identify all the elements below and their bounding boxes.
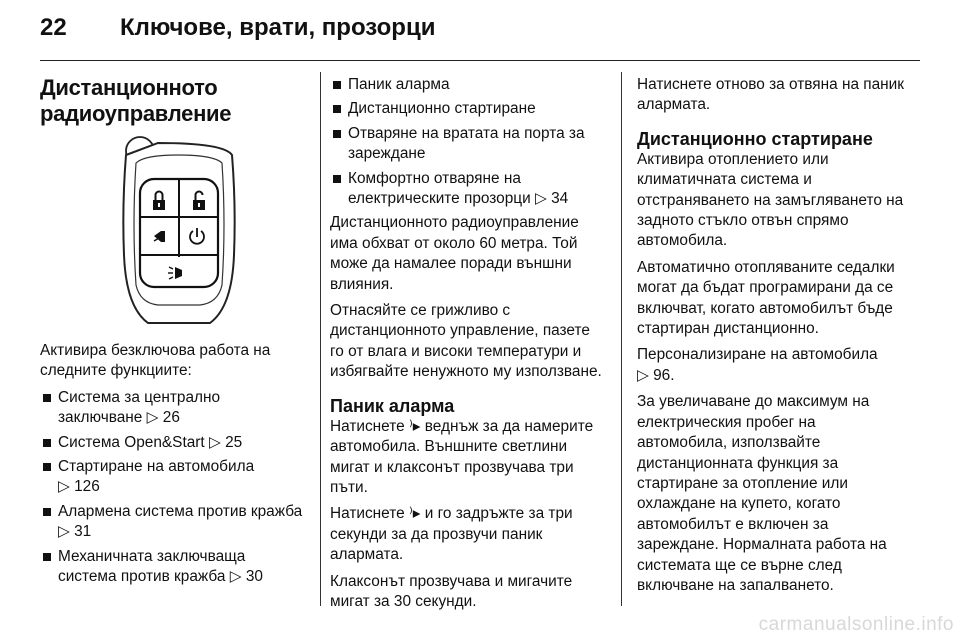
column-divider-1 — [320, 72, 321, 606]
section-title-remote-control: Дистанционното радиоуправление — [40, 75, 232, 126]
paragraph: Автоматично отопляваните седалки могат да бъдат програмирани да се включват, когато автомобилът бъде стартиран дистанционно. — [637, 258, 895, 338]
page-header — [40, 14, 435, 54]
panic-horn-icon: ⁾▸ — [408, 417, 421, 435]
paragraph: Натиснете ⁾▸ и го задръжте за три секунди за да прозвучи паник алармата. — [330, 505, 573, 564]
paragraph: За увеличаване до максимум на електрическия пробег на автомобила, използвайте дистанционната функция за стартиране за отопление или охлаждане на купето, когато автомобилът е включен за зареждане. Нормалната работа на системата ще се върне след включване на запалването. — [637, 393, 887, 594]
paragraph: Персонализиране на автомобила ▷ 96. — [637, 346, 878, 384]
triangle-right-icon: ▷ — [146, 409, 159, 427]
page-ref-link[interactable]: ▷ 30 — [229, 568, 263, 586]
list-item: Система за централно заключване ▷ 26 — [40, 388, 308, 429]
intro-text: Активира безключова работа на следните функциите: — [40, 342, 271, 380]
triangle-right-icon: ▷ — [208, 433, 221, 451]
section-title-remote-start: Дистанционно стартиране — [637, 128, 873, 149]
page-ref-link[interactable]: ▷ 126 — [58, 478, 100, 496]
panic-horn-icon: ⁾▸ — [408, 505, 421, 523]
section-title-panic-alarm: Паник аларма — [330, 395, 455, 416]
list-item: Механичната заключваща система против кражба ▷ 30 — [40, 547, 308, 588]
chapter-title: Ключове, врати, прозорци — [120, 14, 436, 41]
page-ref-link[interactable]: ▷ 96. — [637, 366, 675, 384]
paragraph: Клаксонът прозвучава и мигачите мигат за 30 секунди. — [330, 572, 573, 610]
column-3 — [637, 75, 909, 602]
triangle-right-icon: ▷ — [58, 478, 70, 496]
watermark: carmanualsonline.info — [758, 614, 954, 635]
key-fob-illustration — [118, 135, 240, 331]
page-ref-link[interactable]: ▷ 34 — [535, 190, 569, 208]
list-item: Отваряне на вратата на порта за зареждане — [330, 124, 608, 165]
header-divider — [40, 60, 920, 61]
paragraph: Отнасяйте се грижливо с дистанционното управление, пазете го от влага и високи температури и избягвайте ненужното му използване. — [330, 302, 602, 381]
list-item: Комфортно отваряне на електрическите прозорци ▷ 34 — [330, 169, 608, 210]
list-item: Дистанционно стартиране — [330, 99, 608, 119]
page-ref-link[interactable]: ▷ 25 — [208, 433, 243, 451]
triangle-right-icon: ▷ — [58, 523, 70, 541]
paragraph: Натиснете отново за отвяна на паник алармата. — [637, 76, 904, 114]
paragraph: Натиснете ⁾▸ веднъж за да намерите автомобила. Външните светлини мигат и клаксонът прозвучава три пъти. — [330, 417, 594, 496]
triangle-right-icon: ▷ — [637, 366, 649, 384]
column-1 — [40, 75, 308, 591]
feature-list — [40, 388, 308, 588]
column-2 — [330, 75, 608, 618]
page-ref-link[interactable]: ▷ 31 — [58, 523, 92, 541]
list-item: Паник аларма — [330, 75, 608, 95]
page-ref-link[interactable]: ▷ 26 — [146, 409, 180, 427]
list-item: Алармена система против кражба ▷ 31 — [40, 502, 308, 543]
triangle-right-icon: ▷ — [229, 568, 242, 586]
list-item: Система Open&Start ▷ 25 — [40, 433, 308, 453]
page-number: 22 — [40, 14, 67, 41]
paragraph: Активира отоплението или климатичната система и отстраняването на замъгляването на задното стъкло отвън спрямо автомобила. — [637, 150, 904, 250]
column-divider-2 — [621, 72, 622, 606]
triangle-right-icon: ▷ — [535, 190, 547, 208]
function-list — [330, 75, 608, 209]
paragraph: Дистанционното радиоуправление има обхват от около 60 метра. Той може да намалее поради външни влияния. — [330, 214, 579, 293]
list-item: Стартиране на автомобила ▷ 126 — [40, 457, 308, 498]
